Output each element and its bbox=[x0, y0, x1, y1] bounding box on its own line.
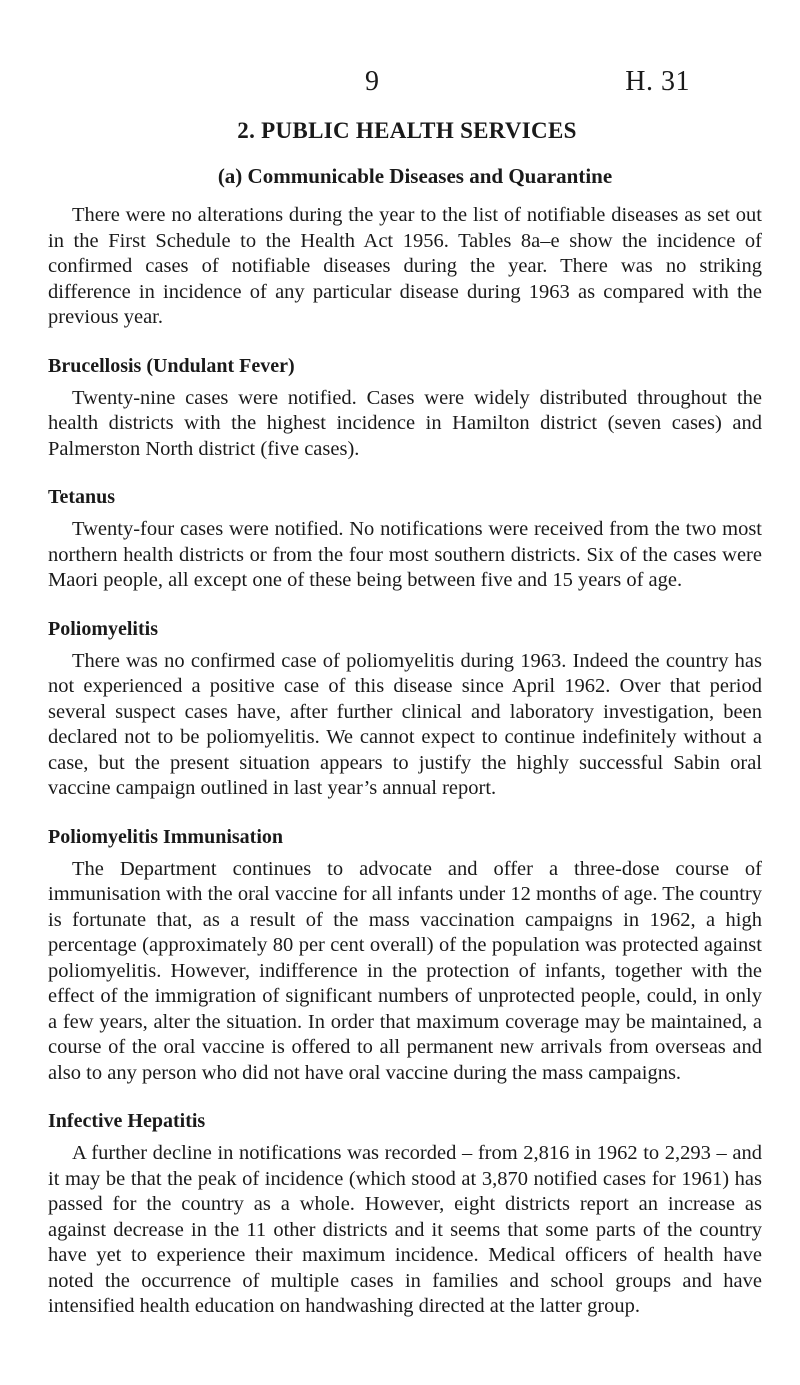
subsection-title: (a) Communicable Diseases and Quarantine bbox=[217, 164, 613, 188]
section-paragraph: There was no confirmed case of poliomyelitis during 1963. Indeed the country has not experienced a positive case of this disease since April 1962. Over that period several suspect cases have, after further clinical and laboratory investigation, been declared not to be poliomyelitis. We cannot expect to continue indefinitely without a case, but the present situation appears to justify the highly successful Sabin oral vaccine campaign outlined in last year’s annual report. bbox=[48, 649, 762, 799]
page-header bbox=[0, 66, 800, 106]
page-code: H. 31 bbox=[625, 66, 690, 97]
page-content bbox=[48, 118, 762, 1320]
section-paragraph: The Department continues to advocate and offer a three-dose course of immunisation with the oral vaccine for all infants under 12 months of age. The country is fortunate that, as a result of the mass vaccination campaigns in 1962, a high percentage (approximately 80 per cent overall) of the population was protected against poliomyelitis. However, indifference in the protection of infants, together with the effect of the immigration of significant numbers of unprotected people, could, in only a few years, alter the situation. In order that maximum coverage may be maintained, a course of the oral vaccine is offered to all permanent new arrivals from overseas and also to any person who did not have oral vaccine during the mass campaigns. bbox=[48, 857, 762, 1084]
intro-paragraph: There were no alterations during the year to the list of notifiable diseases as set out in the First Schedule to the Health Act 1956. Tables 8a–e show the incidence of confirmed cases of notifiable diseases during the year. There was no striking difference in incidence of any particular disease during 1963 as compared with the previous year. bbox=[48, 204, 762, 328]
section-poliomyelitis-immunisation bbox=[48, 826, 762, 1087]
section-heading: Poliomyelitis bbox=[48, 617, 158, 640]
section-poliomyelitis bbox=[48, 618, 762, 802]
section-paragraph: A further decline in notifications was recorded – from 2,816 in 1962 to 2,293 – and it may be that the peak of incidence (which stood at 3,870 notified cases for 1961) has passed for the country as a whole. However, eight districts report an increase as against decrease in the 11 other districts and it seems that some parts of the country have yet to experience their maximum incidence. Medical officers of health have noted the occurrence of multiple cases in families and school groups and have intensified health education on handwashing directed at the latter group. bbox=[48, 1142, 762, 1317]
part-title: 2. PUBLIC HEALTH SERVICES bbox=[237, 118, 577, 143]
section-heading: Poliomyelitis Immunisation bbox=[48, 825, 284, 848]
section-heading: Tetanus bbox=[48, 486, 116, 508]
section-heading: Brucellosis (Undulant Fever) bbox=[48, 354, 295, 377]
page-number: 9 bbox=[365, 66, 380, 97]
section-infective-hepatitis bbox=[48, 1110, 762, 1320]
section-tetanus bbox=[48, 486, 762, 594]
section-brucellosis bbox=[48, 355, 762, 463]
section-paragraph: Twenty-four cases were notified. No notifications were received from the two most northern health districts or from the four most southern districts. Six of the cases were Maori people, all except one of these being between five and 15 years of age. bbox=[48, 518, 762, 591]
section-paragraph: Twenty-nine cases were notified. Cases were widely distributed throughout the health districts with the highest incidence in Hamilton district (seven cases) and Palmerston North district (five cases). bbox=[48, 386, 762, 460]
section-heading: Infective Hepatitis bbox=[48, 1110, 206, 1132]
